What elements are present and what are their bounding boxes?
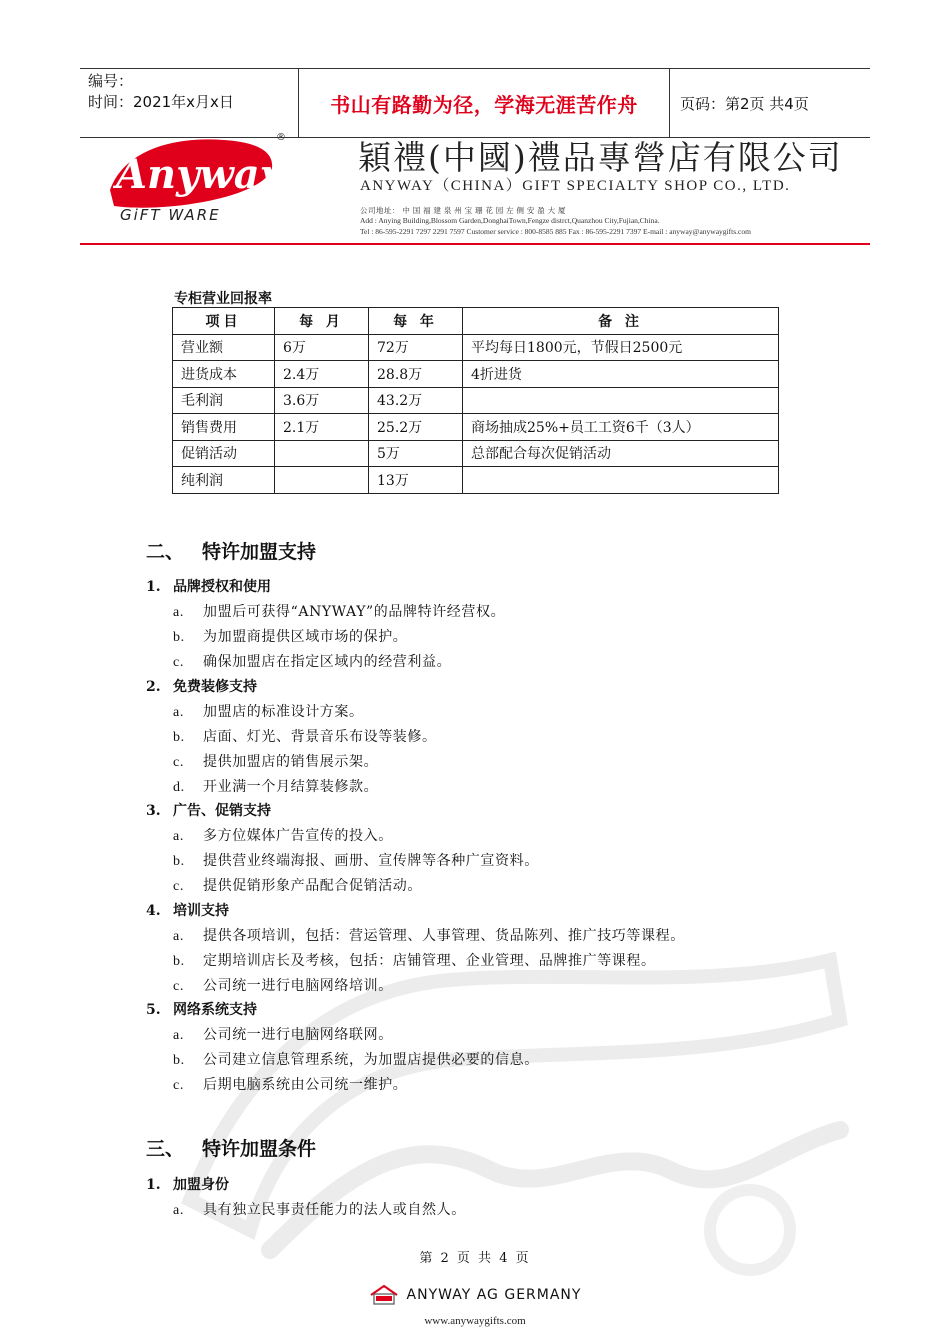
cell xyxy=(463,387,779,414)
header-meta xyxy=(80,69,299,137)
company-name-cn: 穎禮(中國)禮品專營店有限公司 xyxy=(358,138,843,177)
subsection-heading xyxy=(146,1174,229,1194)
cell xyxy=(275,467,369,494)
item-text: 公司建立信息管理系统，为加盟店提供必要的信息。 xyxy=(203,1052,539,1068)
list-item xyxy=(173,925,685,945)
item-text: 加盟店的标准设计方案。 xyxy=(203,704,364,720)
cell: 3.6万 xyxy=(275,387,369,414)
item-text: 提供各项培训，包括：营运管理、人事管理、货品陈列、推广技巧等课程。 xyxy=(203,928,685,944)
cell: 毛利润 xyxy=(173,387,275,414)
item-marker: a. xyxy=(173,1203,184,1218)
subsection-number: 1. xyxy=(146,579,161,595)
footer-brand xyxy=(0,1284,950,1306)
cell: 总部配合每次促销活动 xyxy=(463,440,779,467)
item-text: 公司统一进行电脑网络联网。 xyxy=(203,1027,393,1043)
list-item xyxy=(173,1024,393,1044)
table-row xyxy=(173,414,779,441)
number-label: 编号： xyxy=(88,72,134,90)
subsection-title: 广告、促销支持 xyxy=(173,803,271,819)
item-marker: c. xyxy=(173,1078,184,1093)
section-heading xyxy=(146,1134,316,1161)
section-number: 二、 xyxy=(146,541,185,563)
table-title: 专柜营业回报率 xyxy=(174,291,272,307)
subsection-title: 培训支持 xyxy=(173,903,229,919)
cell: 72万 xyxy=(369,334,463,361)
item-marker: a. xyxy=(173,929,184,944)
header-item: 项目 xyxy=(173,308,275,335)
cell: 销售费用 xyxy=(173,414,275,441)
item-text: 提供加盟店的销售展示架。 xyxy=(203,754,379,770)
list-item xyxy=(173,701,364,721)
item-text: 提供促销形象产品配合促销活动。 xyxy=(203,878,422,894)
item-marker: c. xyxy=(173,879,184,894)
item-text: 为加盟商提供区域市场的保护。 xyxy=(203,629,408,645)
item-text: 开业满一个月结算装修款。 xyxy=(203,779,379,795)
item-marker: a. xyxy=(173,605,184,620)
list-item xyxy=(173,850,539,870)
subsection-heading xyxy=(146,900,229,920)
cell: 5万 xyxy=(369,440,463,467)
company-address-cn: 公司地址： 中 国 福 建 泉 州 宝 珊 花 园 左 侧 安 盈 大 厦 xyxy=(360,206,566,215)
header-divider xyxy=(80,243,870,245)
cell: 43.2万 xyxy=(369,387,463,414)
item-marker: c. xyxy=(173,979,184,994)
cell: 6万 xyxy=(275,334,369,361)
item-marker: a. xyxy=(173,829,184,844)
table-row xyxy=(173,361,779,388)
cell: 纯利润 xyxy=(173,467,275,494)
subsection-heading xyxy=(146,999,257,1019)
list-item xyxy=(173,875,422,895)
header-note: 备 注 xyxy=(463,308,779,335)
item-marker: c. xyxy=(173,655,184,670)
cell: 25.2万 xyxy=(369,414,463,441)
table-row xyxy=(173,334,779,361)
subsection-heading xyxy=(146,576,271,596)
cell: 2.1万 xyxy=(275,414,369,441)
cell: 进货成本 xyxy=(173,361,275,388)
page-label: 页码：第2页 共4页 xyxy=(680,94,809,113)
section-title: 特许加盟支持 xyxy=(202,541,317,563)
subsection-title: 网络系统支持 xyxy=(173,1002,257,1018)
item-marker: b. xyxy=(173,730,185,745)
revenue-table xyxy=(172,307,779,494)
cell xyxy=(463,467,779,494)
section-title: 特许加盟条件 xyxy=(202,1138,317,1160)
section-number: 三、 xyxy=(146,1138,185,1160)
list-item xyxy=(173,651,451,671)
page-number: 第 2 页 共 4 页 xyxy=(419,1251,531,1266)
cell: 营业额 xyxy=(173,334,275,361)
item-text: 公司统一进行电脑网络培训。 xyxy=(203,978,393,994)
item-text: 店面、灯光、背景音乐布设等装修。 xyxy=(203,729,437,745)
subsection-number: 2. xyxy=(146,679,161,695)
subsection-title: 品牌授权和使用 xyxy=(173,579,271,595)
date-label: 时间：2021年x月x日 xyxy=(88,93,234,111)
item-marker: a. xyxy=(173,1028,184,1043)
house-logo-icon xyxy=(369,1284,399,1306)
cell: 28.8万 xyxy=(369,361,463,388)
item-text: 加盟后可获得“ANYWAY”的品牌特许经营权。 xyxy=(203,604,506,620)
table-row xyxy=(173,387,779,414)
subsection-number: 3. xyxy=(146,803,161,819)
subsection-heading xyxy=(146,676,257,696)
cell: 商场抽成25%+员工工资6千（3人） xyxy=(463,414,779,441)
item-marker: b. xyxy=(173,954,185,969)
subsection-number: 5. xyxy=(146,1002,161,1018)
item-text: 确保加盟店在指定区域内的经营利益。 xyxy=(203,654,452,670)
footer-url: www.anywaygifts.com xyxy=(424,1315,526,1327)
subsection-number: 1. xyxy=(146,1177,161,1193)
subsection-title: 免费装修支持 xyxy=(173,679,257,695)
item-text: 多方位媒体广告宣传的投入。 xyxy=(203,828,393,844)
logo-subtitle: GiFT WARE xyxy=(120,206,221,224)
list-item xyxy=(173,1074,407,1094)
cell: 13万 xyxy=(369,467,463,494)
cell: 4折进货 xyxy=(463,361,779,388)
list-item xyxy=(173,726,437,746)
table-row xyxy=(173,467,779,494)
item-marker: c. xyxy=(173,755,184,770)
subsection-number: 4. xyxy=(146,903,161,919)
item-text: 具有独立民事责任能力的法人或自然人。 xyxy=(203,1202,466,1218)
item-text: 后期电脑系统由公司统一维护。 xyxy=(203,1077,408,1093)
list-item xyxy=(173,776,378,796)
item-marker: b. xyxy=(173,1053,185,1068)
list-item xyxy=(173,1199,466,1219)
subsection-title: 加盟身份 xyxy=(173,1177,229,1193)
item-marker: a. xyxy=(173,705,184,720)
list-item xyxy=(173,975,393,995)
item-marker: b. xyxy=(173,630,185,645)
item-text: 定期培训店长及考核，包括：店铺管理、企业管理、品牌推广等课程。 xyxy=(203,953,656,969)
list-item xyxy=(173,1049,539,1069)
list-item xyxy=(173,626,407,646)
section-heading xyxy=(146,537,316,564)
item-marker: b. xyxy=(173,854,185,869)
subsection-heading xyxy=(146,800,271,820)
cell: 2.4万 xyxy=(275,361,369,388)
svg-text:®: ® xyxy=(276,132,286,143)
motto: 书山有路勤为径，学海无涯苦作舟 xyxy=(299,69,670,137)
list-item xyxy=(173,825,393,845)
table-row xyxy=(173,440,779,467)
cell: 平均每日1800元，节假日2500元 xyxy=(463,334,779,361)
company-address-en: Add : Anying Building,Blossom Garden,DonghaiTown,Fengze distrct,Quanzhou City,Fujian,China. xyxy=(360,216,660,225)
header-month: 每 月 xyxy=(275,308,369,335)
item-marker: d. xyxy=(173,780,185,795)
header-year: 每 年 xyxy=(369,308,463,335)
item-text: 提供营业终端海报、画册、宣传牌等各种广宣资料。 xyxy=(203,853,539,869)
footer-brand-text: ANYWAY AG GERMANY xyxy=(406,1287,582,1303)
list-item xyxy=(173,751,378,771)
cell xyxy=(275,440,369,467)
cell: 促销活动 xyxy=(173,440,275,467)
company-contact: Tel : 86-595-2291 7297 2291 7597 Customer service : 800-8585 885 Fax : 86-595-2291 7397 E-mail : anyway@anywaygifts.com xyxy=(360,227,751,236)
table-header-row xyxy=(173,308,779,335)
logo-text: Anyway xyxy=(116,151,283,198)
list-item xyxy=(173,950,656,970)
company-name-en: ANYWAY（CHINA）GIFT SPECIALTY SHOP CO., LTD. xyxy=(360,178,791,194)
list-item xyxy=(173,601,505,621)
